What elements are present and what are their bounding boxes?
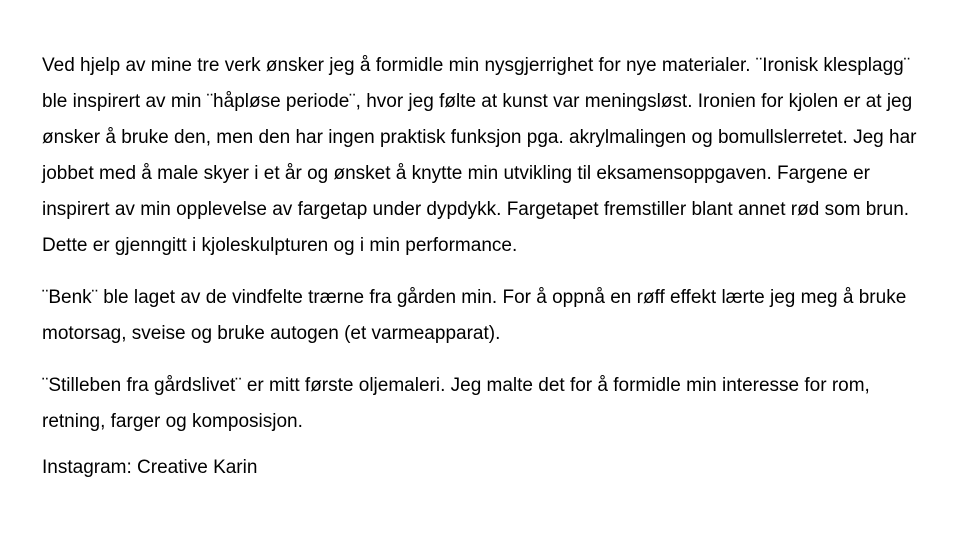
paragraph-ironisk-klesplagg: Ved hjelp av mine tre verk ønsker jeg å formidle min nysgjerrighet for nye materialer. ¨Ironisk klesplagg¨ ble inspirert av min ¨håpløse periode¨, hvor jeg følte at kunst var meningsløst. Ironien for kjolen er at jeg ønsker å bruke den, men den har ingen praktisk funksjon pga. akrylmalingen og bomullslerretet. Jeg har jobbet med å male skyer i et år og ønsket å knytte min utvikling til eksamensoppgaven. Fargene er inspirert av min opplevelse av fargetap under dypdykk. Fargetapet fremstiller blant annet rød som brun. Dette er gjenngitt i kjoleskulpturen og i min performance. [42,55,917,256]
paragraph-benk: ¨Benk¨ ble laget av de vindfelte trærne fra gården min. For å oppnå en røff effekt lærte jeg meg å bruke motorsag, sveise og bruke autogen (et varmeapparat). [42,287,907,344]
slide-text-body [42,48,922,480]
instagram-credit: Instagram: Creative Karin [42,457,258,478]
paragraph-stilleben: ¨Stilleben fra gårdslivet¨ er mitt første oljemaleri. Jeg malte det for å formidle min interesse for rom, retning, farger og komposisjon. [42,375,870,432]
